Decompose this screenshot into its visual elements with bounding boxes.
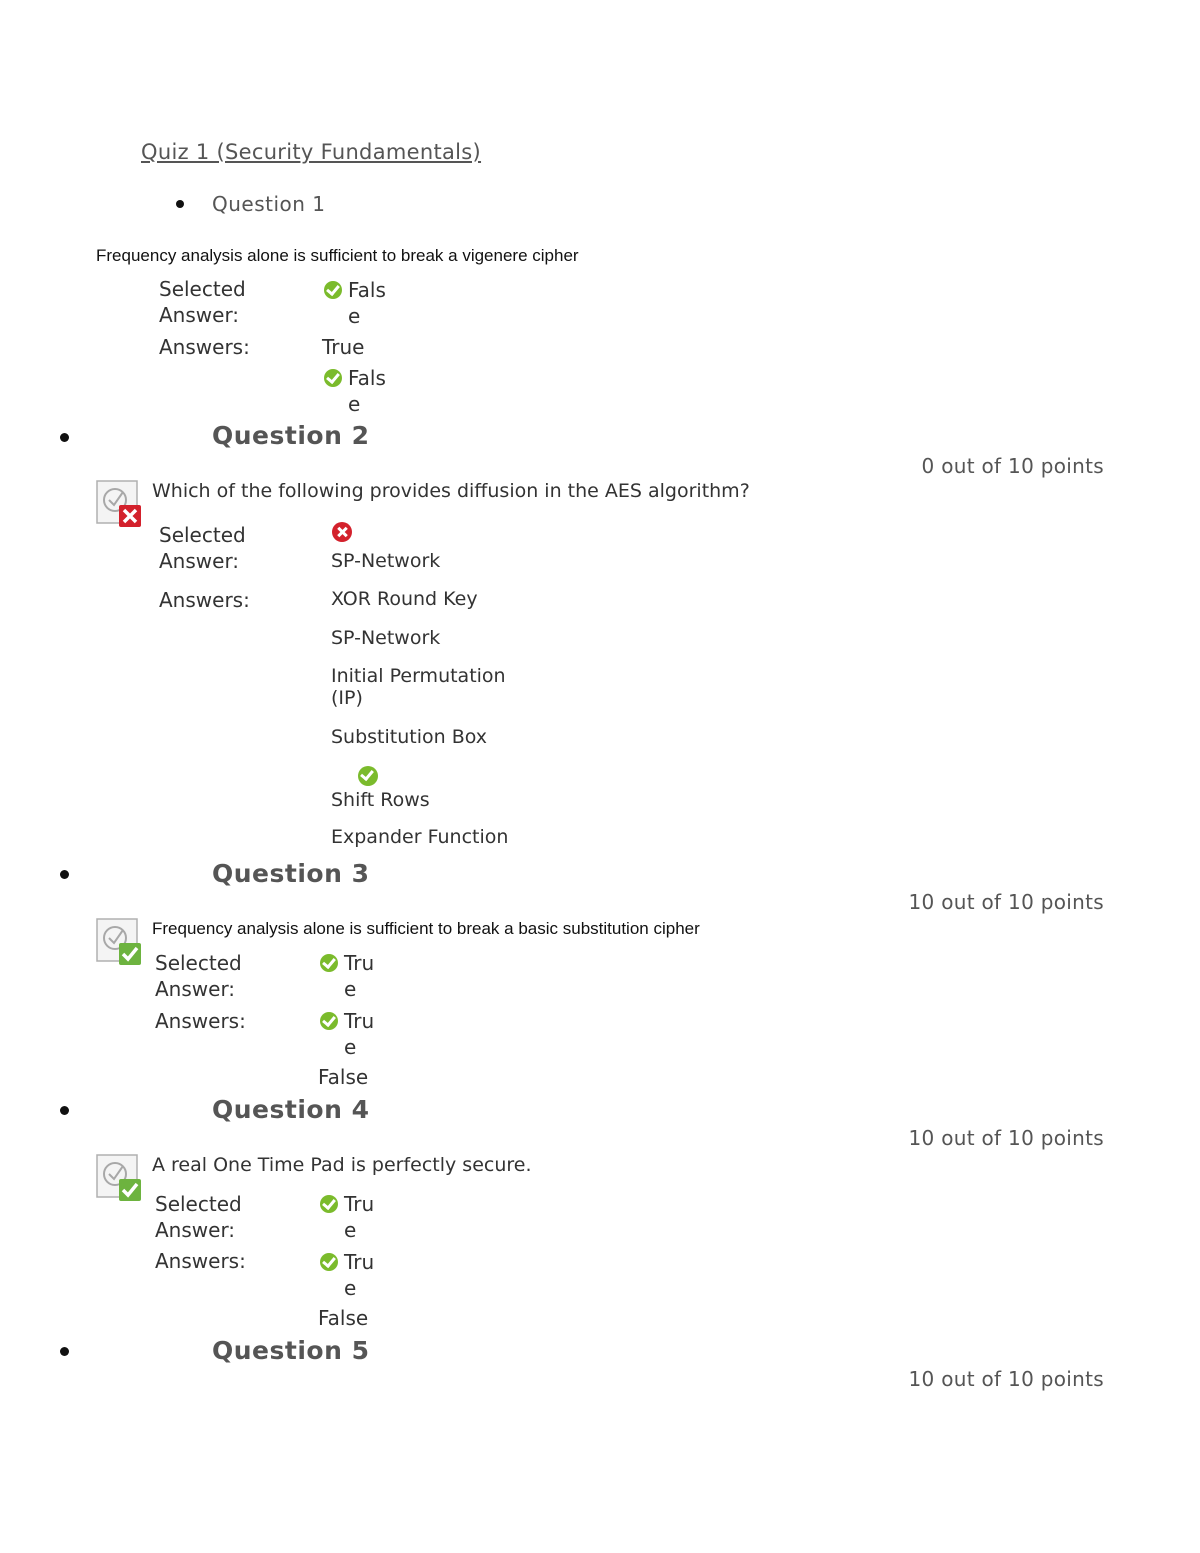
q3-answer-option: False	[318, 1065, 369, 1089]
question-1-prompt: Frequency analysis alone is sufficient to break a vigenere cipher	[96, 246, 579, 265]
q2-answer-option: Initial Permutation (IP)	[331, 665, 506, 709]
question-5-points: 10 out of 10 points	[908, 1367, 1104, 1391]
q2-selected-answer: SP-Network	[331, 550, 441, 572]
correct-check-icon	[320, 1195, 338, 1213]
correct-status-icon	[95, 1152, 147, 1204]
q1-selected-answer: False	[324, 277, 392, 329]
bullet-icon	[176, 200, 184, 208]
question-2-points: 0 out of 10 points	[921, 454, 1104, 478]
answers-label: Answers:	[155, 1009, 246, 1033]
question-3-points: 10 out of 10 points	[908, 890, 1104, 914]
quiz-title-link[interactable]: Quiz 1 (Security Fundamentals)	[141, 140, 482, 164]
answers-label: Answers:	[159, 335, 250, 359]
question-1-heading: Question 1	[212, 192, 326, 216]
q4-answer-option: False	[318, 1306, 369, 1330]
q2-answer-option: Shift Rows	[331, 789, 430, 811]
selected-answer-label: Selected Answer:	[159, 277, 246, 327]
q2-answer-option: Substitution Box	[331, 726, 488, 748]
correct-check-icon	[324, 281, 342, 299]
question-2-heading: Question 2	[212, 421, 370, 450]
bullet-icon	[60, 1106, 69, 1115]
question-4-heading: Question 4	[212, 1095, 370, 1124]
bullet-icon	[60, 433, 69, 442]
question-3-prompt: Frequency analysis alone is sufficient to break a basic substitution cipher	[152, 919, 700, 938]
question-5-heading: Question 5	[212, 1336, 370, 1365]
answers-label: Answers:	[159, 588, 250, 612]
q2-answer-option: SP-Network	[331, 627, 441, 649]
selected-answer-label: Selected Answer:	[159, 523, 246, 573]
selected-answer-label: Selected Answer:	[155, 1192, 242, 1242]
incorrect-status-icon	[95, 478, 147, 530]
correct-check-icon	[358, 766, 378, 786]
correct-check-icon	[320, 1253, 338, 1271]
question-3-heading: Question 3	[212, 859, 370, 888]
correct-check-icon	[320, 1012, 338, 1030]
question-4-prompt: A real One Time Pad is perfectly secure.	[152, 1154, 532, 1176]
question-4-points: 10 out of 10 points	[908, 1126, 1104, 1150]
q3-selected-answer: True	[320, 950, 380, 1002]
q2-answer-option: Expander Function	[331, 826, 509, 848]
question-2-prompt: Which of the following provides diffusion in the AES algorithm?	[152, 480, 750, 502]
selected-answer-label: Selected Answer:	[155, 951, 242, 1001]
bullet-icon	[60, 870, 69, 879]
q3-answer-option: True	[320, 1008, 380, 1060]
incorrect-cross-icon	[332, 522, 352, 542]
correct-status-icon	[95, 916, 147, 968]
correct-check-icon	[320, 954, 338, 972]
q4-answer-option: True	[320, 1249, 380, 1301]
correct-check-icon	[324, 369, 342, 387]
q1-answer-option: False	[324, 365, 392, 417]
q1-answer-option: True	[322, 335, 365, 359]
q2-answer-option: XOR Round Key	[331, 588, 478, 610]
answers-label: Answers:	[155, 1249, 246, 1273]
q4-selected-answer: True	[320, 1191, 380, 1243]
bullet-icon	[60, 1347, 69, 1356]
